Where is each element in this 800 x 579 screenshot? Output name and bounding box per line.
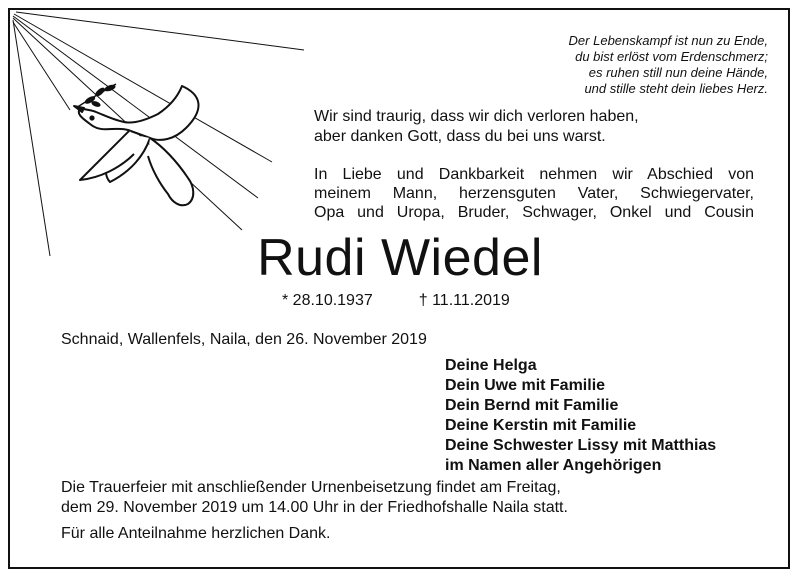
mourner: Dein Uwe mit Familie: [445, 377, 606, 394]
ceremony-notice: [61, 478, 568, 518]
place-and-date: Schnaid, Wallenfels, Naila, den 26. November 2019: [61, 331, 427, 348]
mourners-list: [445, 356, 716, 476]
farewell-line: Opa und Uropa, Bruder, Schwager, Onkel und Cousin: [314, 204, 754, 221]
farewell-line: In Liebe und Dankbarkeit nehmen wir Abschied von: [314, 166, 754, 183]
mourner: Deine Helga: [445, 357, 537, 374]
death-date: † 11.11.2019: [418, 292, 510, 309]
deceased-name: Rudi Wiedel: [257, 229, 543, 287]
life-dates: [282, 291, 510, 311]
intro-line: aber danken Gott, dass du bei uns warst.: [314, 128, 606, 145]
farewell-line: meinem Mann, herzensguten Vater, Schwiegervater,: [314, 185, 754, 202]
intro-line: Wir sind traurig, dass wir dich verloren haben,: [314, 108, 639, 125]
thanks-note: Für alle Anteilnahme herzlichen Dank.: [61, 525, 331, 542]
birth-date: * 28.10.1937: [282, 292, 373, 309]
poem: [498, 33, 768, 97]
intro-text: [314, 107, 754, 147]
poem-line: du bist erlöst vom Erdenschmerz;: [575, 49, 768, 64]
mourner: Dein Bernd mit Familie: [445, 397, 619, 414]
poem-line: es ruhen still nun deine Hände,: [588, 65, 768, 80]
mourner: im Namen aller Angehörigen: [445, 457, 662, 474]
ceremony-line: dem 29. November 2019 um 14.00 Uhr in der Friedhofshalle Naila statt.: [61, 499, 568, 516]
poem-line: Der Lebenskampf ist nun zu Ende,: [568, 33, 768, 48]
ceremony-line: Die Trauerfeier mit anschließender Urnenbeisetzung findet am Freitag,: [61, 479, 561, 496]
mourner: Deine Schwester Lissy mit Matthias: [445, 437, 717, 454]
farewell-text: [314, 165, 754, 222]
poem-line: und stille steht dein liebes Herz.: [584, 81, 768, 96]
mourner: Deine Kerstin mit Familie: [445, 417, 637, 434]
